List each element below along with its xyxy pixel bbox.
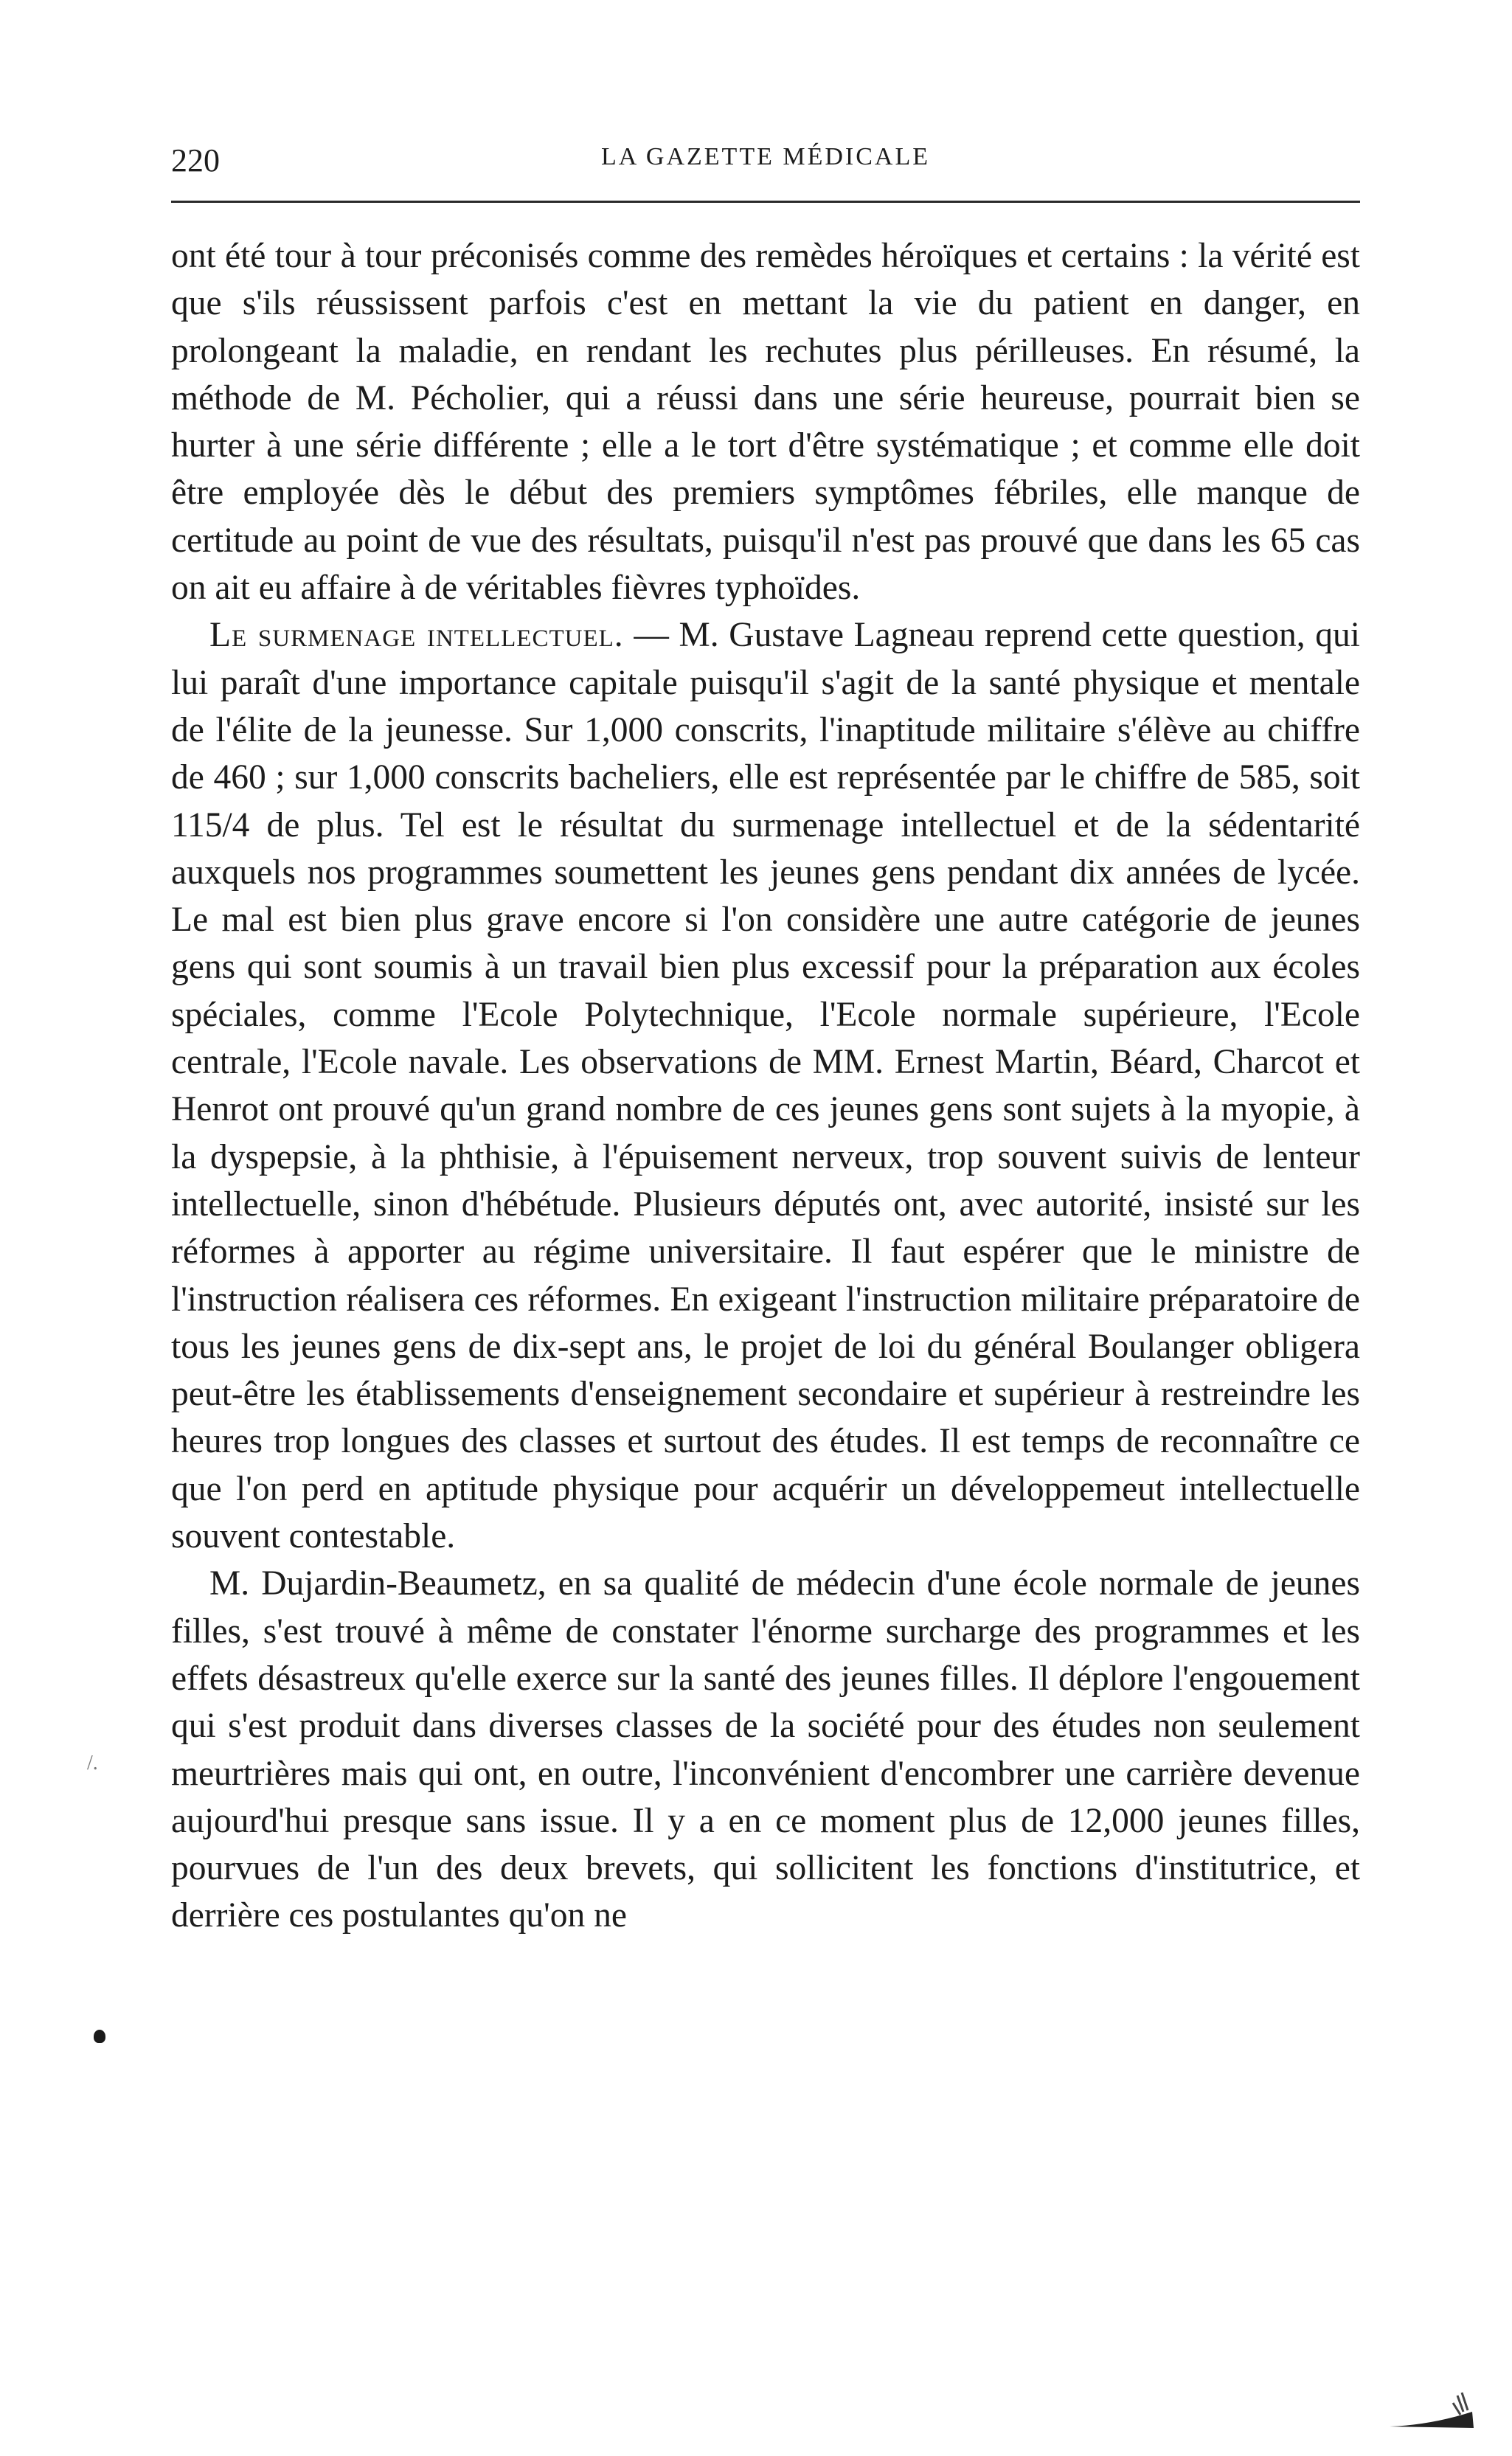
header-rule (171, 201, 1360, 203)
section-heading: Le surmenage intellectuel. (209, 616, 624, 655)
page-number: 220 (171, 142, 220, 178)
corner-ink-mark (1387, 2390, 1475, 2431)
running-head (171, 133, 1360, 184)
paragraph-2-text: M. Gustave Lagneau reprend cette question, qui lui paraît d'une importance capitale puisqu'il s'agit de la santé physique et mentale de l'élite de la jeunesse. Sur 1,000 conscrits, l'inaptitude militaire s'élève au chiffre de 460 ; sur 1,000 conscrits bacheliers, elle est représentée par le chiffre de 585, soit 115/4 de plus. Tel est le résultat du surmenage intellectuel et de la sédentarité auxquels nos programmes soumettent les jeunes gens pendant dix années de lycée. Le mal est bien plus grave encore si l'on considère une autre catégorie de jeunes gens qui sont soumis à un travail bien plus excessif pour la préparation aux écoles spéciales, comme l'Ecole Polytechnique, l'Ecole normale supérieure, l'Ecole centrale, l'Ecole navale. Les observations de MM. Ernest Martin, Béard, Charcot et Henrot ont prouvé qu'un grand nombre de ces jeunes gens sont sujets à la myopie, à la dyspepsie, à la phthisie, à l'épuisement nerveux, trop souvent suivis de lenteur intellectuelle, sinon d'hébétude. Plusieurs députés ont, avec autorité, insisté sur les réformes à apporter au régime universitaire. Il faut espérer que le ministre de l'instruction réalisera ces réformes. En exigeant l'instruction militaire préparatoire de tous les jeunes gens de dix-sept ans, le projet de loi du général Boulanger obligera peut-être les établissements d'enseignement secondaire et supérieur à restreindre les heures trop longues des classes et surtout des études. Il est temps de reconnaître ce que l'on perd en aptitude physique pour acquérir un développemeut intellectuelle souvent contestable. (171, 616, 1360, 1556)
margin-tick-mark: /. (87, 1752, 98, 1775)
paragraph-1: ont été tour à tour préconisés comme des remèdes héroïques et certains : la vérité est que s'ils réussissent parfois c'est en mettant la vie du patient en danger, en prolongeant la maladie, en rendant les rechutes plus périlleuses. En résumé, la méthode de M. Pécholier, qui a réussi dans une série heureuse, pourrait bien se hurter à une série différente ; elle a le tort d'être systématique ; et comme elle doit être employée dès le début des premiers symptômes fébriles, elle manque de certitude au point de vue des résultats, puisqu'il n'est pas prouvé que dans les 65 cas on ait eu affaire à de véritables fièvres typhoïdes. (171, 237, 1360, 608)
journal-title: LA GAZETTE MÉDICALE (600, 143, 931, 170)
heading-dash: — (623, 616, 679, 655)
ink-spot-mark (94, 2030, 105, 2043)
article-body (171, 232, 1360, 1940)
paragraph-2 (171, 611, 1360, 1560)
document-page (171, 133, 1360, 1940)
paragraph-3: M. Dujardin-Beaumetz, en sa qualité de médecin d'une école normale de jeunes filles, s'est trouvé à même de constater l'énorme surcharge des programmes et les effets désastreux qu'elle exerce sur la santé des jeunes filles. Il déplore l'engouement qui s'est produit dans diverses classes de la société pour des études non seulement meurtrières mais qui ont, en outre, l'inconvénient d'encombrer une carrière devenue aujourd'hui presque sans issue. Il y a en ce moment plus de 12,000 jeunes filles, pourvues de l'un des deux brevets, qui sollicitent les fonctions d'institutrice, et derrière ces postulantes qu'on ne (171, 1564, 1360, 1935)
